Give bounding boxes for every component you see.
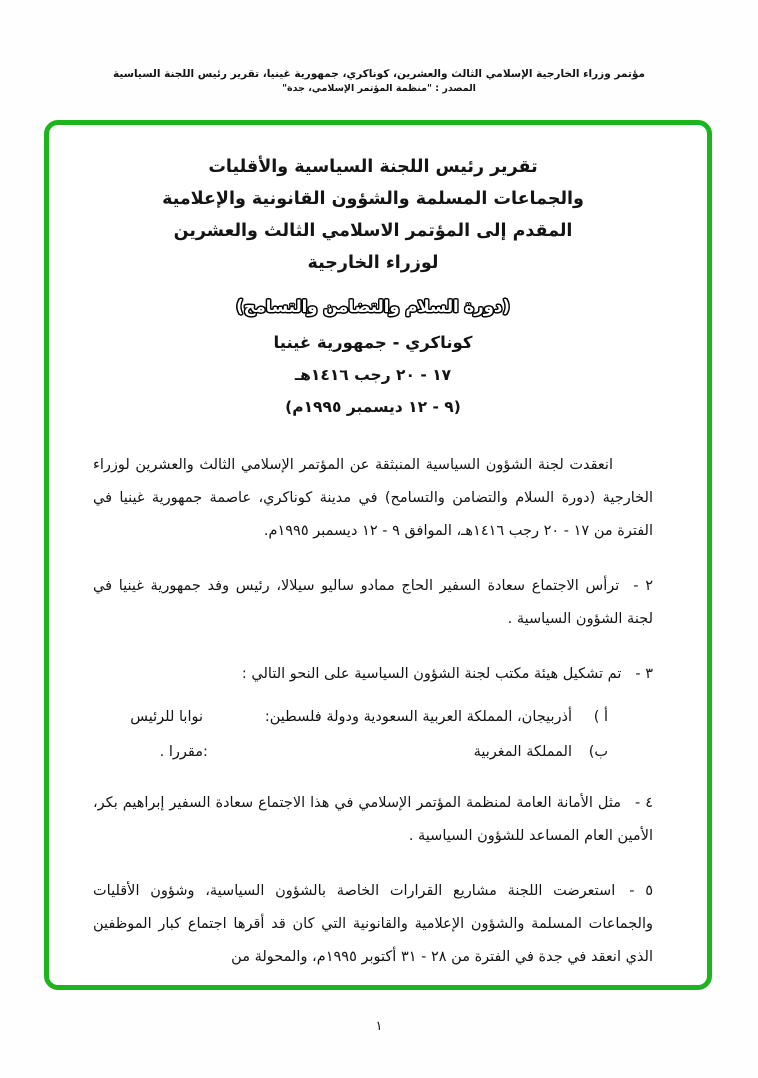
bureau-list xyxy=(93,701,653,769)
title-line-1: تقرير رئيس اللجنة السياسية والأقليات xyxy=(208,157,538,177)
numbered-item-3 xyxy=(93,658,653,691)
bureau-text: المملكة المغربية xyxy=(473,744,572,760)
item-number: ٤ - xyxy=(635,795,654,811)
header-source-line: المصدر : "منظمة المؤتمر الإسلامي، جدة" xyxy=(282,83,476,95)
title-line-3: المقدم إلى المؤتمر الاسلامي الثالث والعشرين xyxy=(173,221,573,241)
title-line-4: لوزراء الخارجية xyxy=(307,253,439,273)
bureau-letter: ب) xyxy=(588,744,608,760)
document-frame xyxy=(44,120,712,990)
bureau-main xyxy=(203,701,572,734)
hijri-date-line: ١٧ - ٢٠ رجب ١٤١٦هـ xyxy=(294,366,452,384)
item-number: ٢ - xyxy=(633,578,653,594)
scan-header xyxy=(0,66,758,97)
intro-paragraph: انعقدت لجنة الشؤون السياسية المنبثقة عن المؤتمر الإسلامي الثالث والعشرين لوزراء الخارجية (دورة السلام والتضامن والتسامح) في مدينة كوناكري، عاصمة جمهورية غينيا في الفترة من ١٧ - ٢٠ رجب ١٤١٦هـ، الموافق ٩ - ١٢ ديسمبر ١٩٩٥م. xyxy=(93,457,653,539)
document-body xyxy=(93,449,653,974)
page-number: ١ xyxy=(375,1019,383,1034)
title-block xyxy=(93,151,653,279)
numbered-item-4 xyxy=(93,787,653,853)
session-title: (دورة السلام والتضامن والتسامح) xyxy=(236,297,510,316)
document-content xyxy=(49,125,707,974)
bureau-role: مقررا . xyxy=(159,744,203,760)
numbered-item-5 xyxy=(93,875,653,974)
header-citation-line: مؤتمر وزراء الخارجية الإسلامي الثالث والعشرين، كوناكري، جمهورية غينيا، تقرير رئيس اللجنة السياسية xyxy=(113,68,645,80)
item-number: ٣ - xyxy=(635,666,653,682)
bureau-row-a xyxy=(93,701,608,734)
bureau-main xyxy=(203,736,572,769)
bureau-colon: : xyxy=(203,744,208,760)
item-number: ٥ - xyxy=(629,883,653,899)
gregorian-date-line: (٩ - ١٢ ديسمبر ١٩٩٥م) xyxy=(285,398,461,416)
item-text: استعرضت اللجنة مشاريع القرارات الخاصة بالشؤون السياسية، وشؤون الأقليات والجماعات المسلمة والشؤون الإعلامية والقانونية التي كان قد أقرها اجتماع كبار الموظفين الذي انعقد في جدة في الفترة من ٢٨ - ٣١ أكتوبر ١٩٩٥م، والمحولة من xyxy=(93,883,653,965)
bureau-letter: أ ) xyxy=(593,709,608,725)
bureau-row-b xyxy=(93,736,608,769)
item-text: ترأس الاجتماع سعادة السفير الحاج ممادو ساليو سيلالا، رئيس وفد جمهورية غينيا في لجنة الشؤون السياسية . xyxy=(93,578,653,627)
item-text: مثل الأمانة العامة لمنظمة المؤتمر الإسلامي في هذا الاجتماع سعادة السفير إبراهيم بكر، الأمين العام المساعد للشؤون السياسية . xyxy=(93,795,653,844)
numbered-item-2 xyxy=(93,570,653,636)
bureau-role: نوابا للرئيس xyxy=(130,709,203,725)
item-text: تم تشكيل هيئة مكتب لجنة الشؤون السياسية على النحو التالي : xyxy=(241,666,622,682)
bureau-text: أذربيجان، المملكة العربية السعودية ودولة فلسطين: xyxy=(264,709,572,725)
location-line: كوناكري - جمهورية غينيا xyxy=(273,333,473,352)
title-line-2: والجماعات المسلمة والشؤون القانونية والإعلامية xyxy=(162,189,584,209)
